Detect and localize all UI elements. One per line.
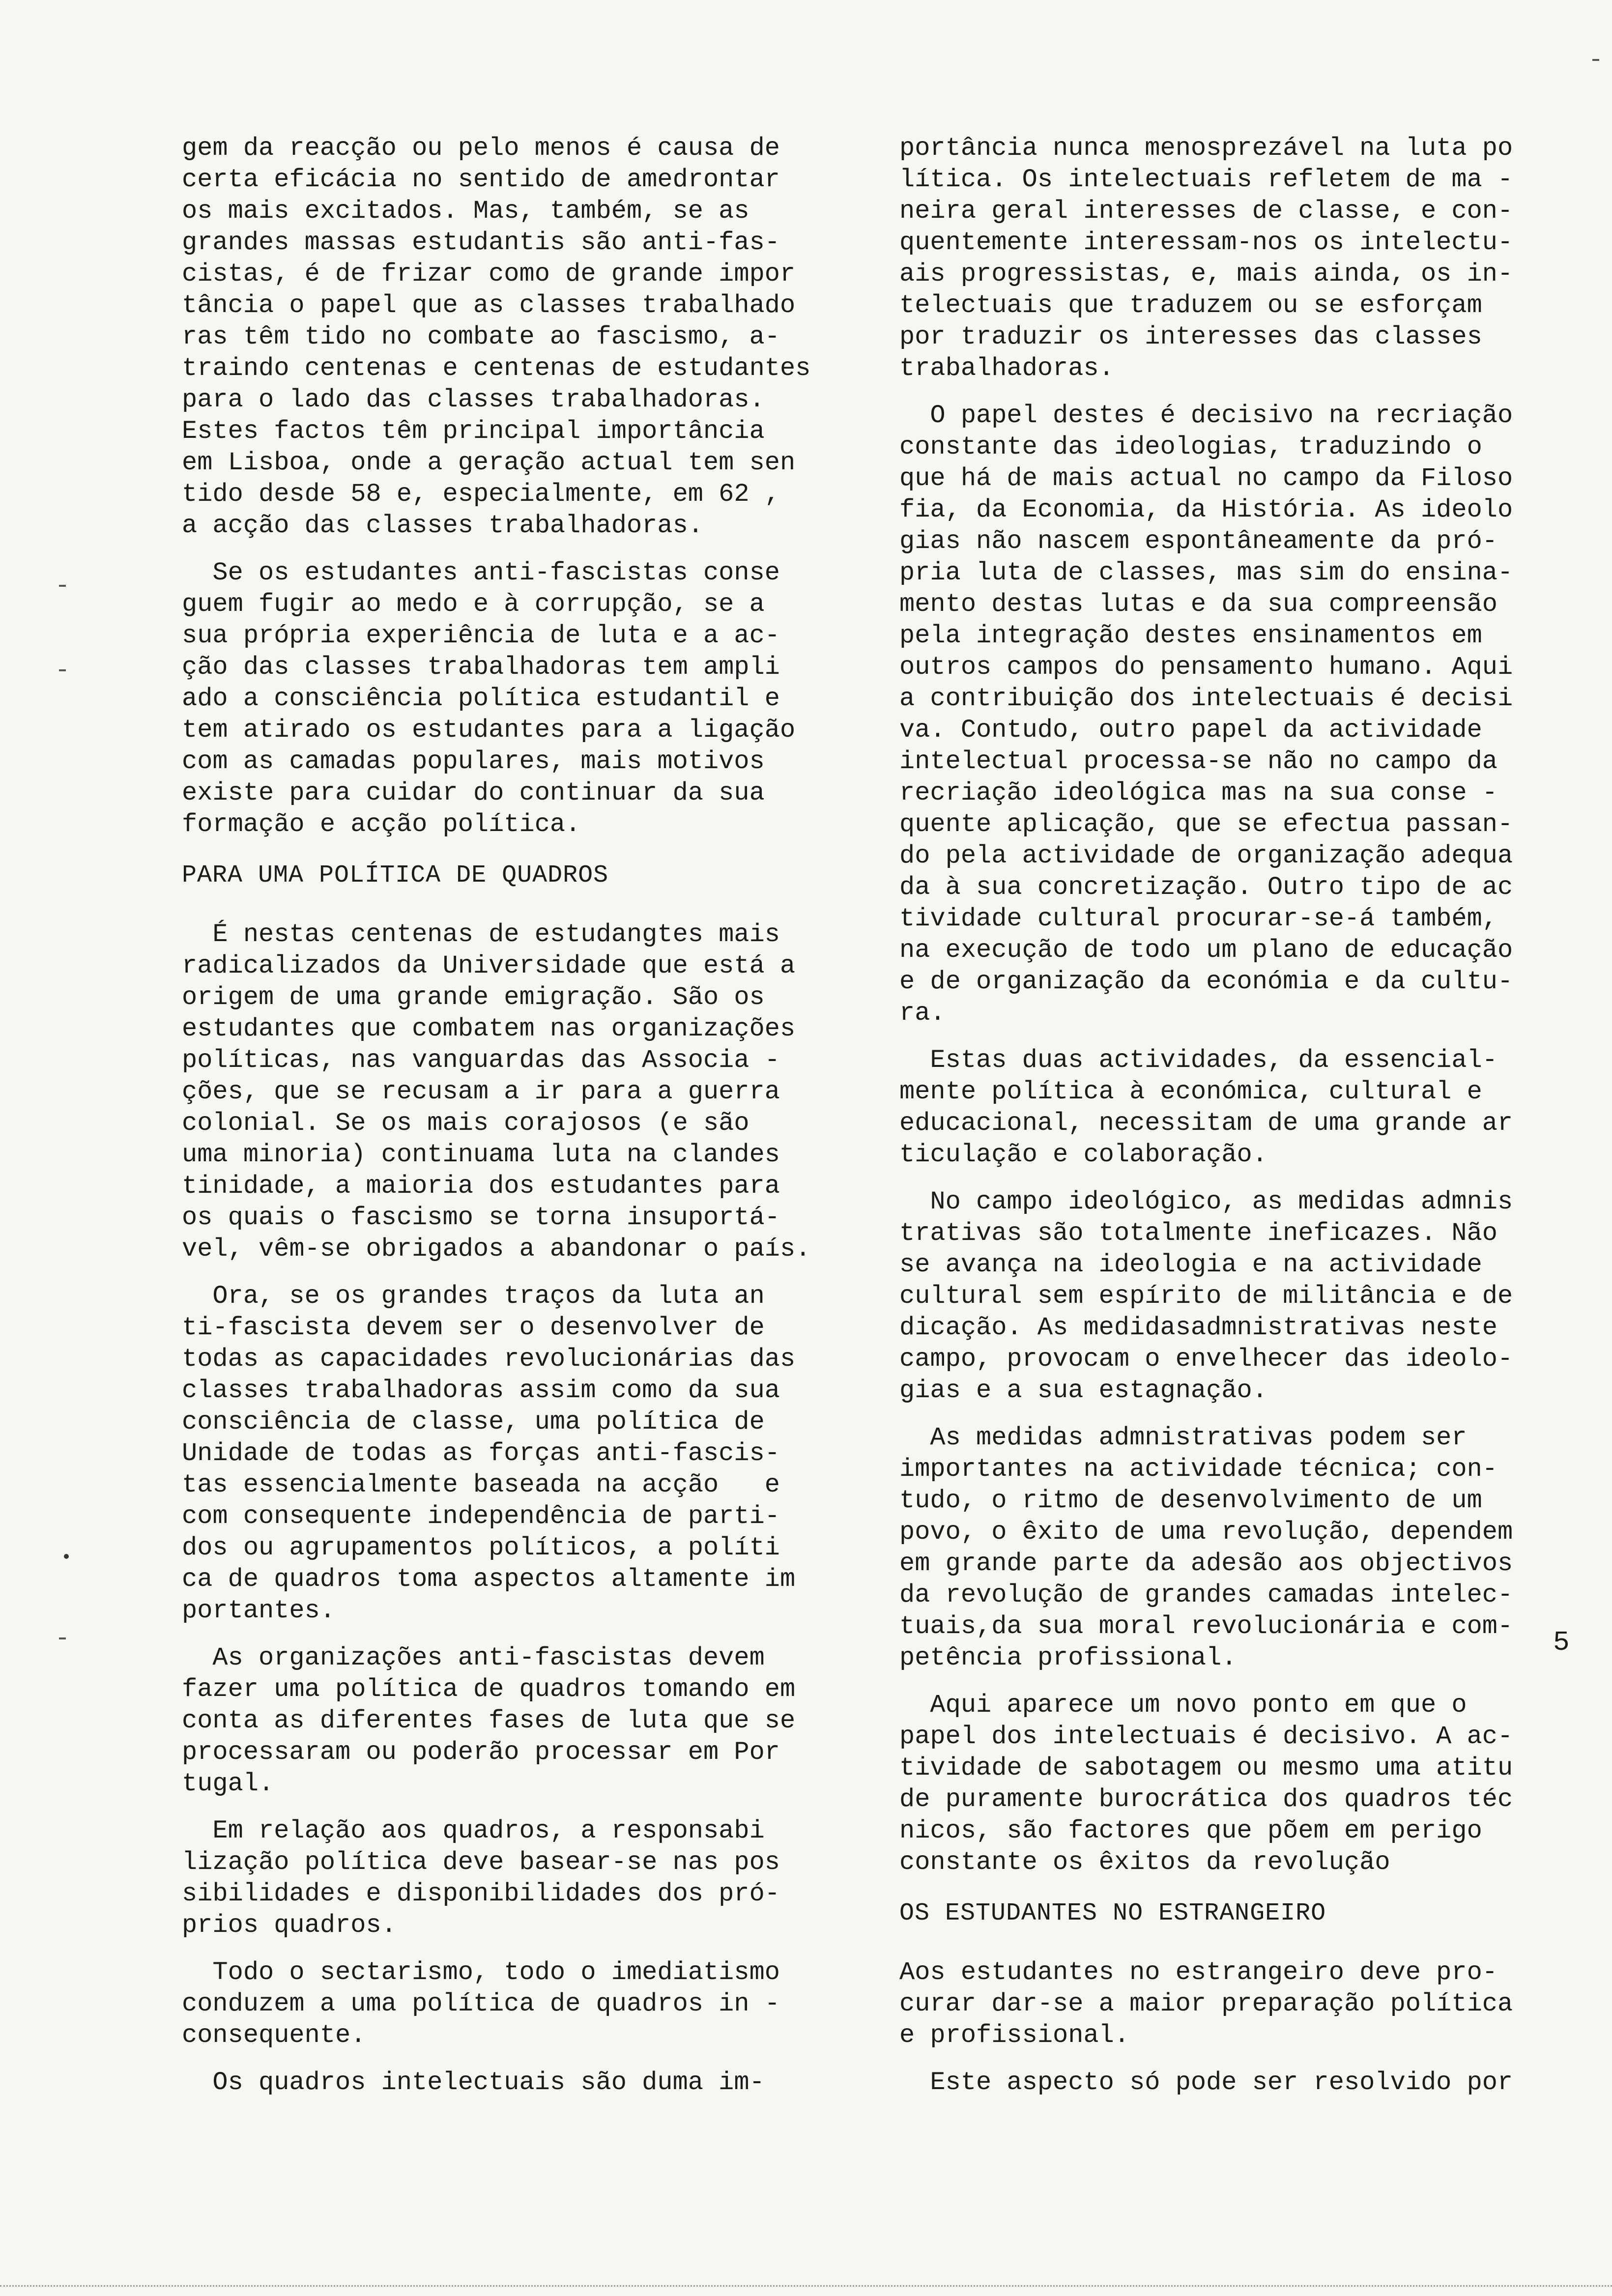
text-line: estudantes que combatem nas organizações	[182, 1014, 796, 1043]
text-line: As organizações anti-fascistas devem	[182, 1643, 765, 1672]
text-line: quente aplicação, que se efectua passan-	[899, 810, 1513, 839]
paragraph	[182, 133, 835, 542]
text-line: uma minoria) continuama luta na clandes	[182, 1140, 780, 1169]
text-line: nicos, são factores que põem em perigo	[899, 1816, 1482, 1845]
text-line: outros campos do pensamento humano. Aqui	[899, 653, 1513, 682]
text-line: petência profissional.	[899, 1643, 1237, 1672]
text-line: Ora, se os grandes traços da luta an	[182, 1282, 765, 1311]
text-line: conta as diferentes fases de luta que se	[182, 1706, 796, 1735]
text-line: que há de mais actual no campo da Filoso	[899, 464, 1513, 493]
text-line: da revolução de grandes camadas intelec-	[899, 1580, 1513, 1609]
text-line: classes trabalhadoras assim como da sua	[182, 1376, 780, 1405]
section-heading: OS ESTUDANTES NO ESTRANGEIRO	[899, 1899, 1326, 1927]
text-line: cultural sem espírito de militância e de	[899, 1282, 1513, 1311]
text-line: Se os estudantes anti-fascistas conse	[182, 558, 780, 587]
text-line: constante das ideologias, traduzindo o	[899, 432, 1482, 461]
margin-mark	[1592, 59, 1599, 61]
text-line: a acção das classes trabalhadoras.	[182, 511, 703, 540]
text-line: dos ou agrupamentos políticos, a políti	[182, 1533, 780, 1562]
text-line: vel, vêm-se obrigados a abandonar o país.	[182, 1234, 811, 1263]
paragraph	[899, 1690, 1538, 1878]
text-line: importantes na actividade técnica; con-	[899, 1455, 1497, 1484]
text-line: guem fugir ao medo e à corrupção, se a	[182, 590, 765, 619]
paragraph	[182, 1281, 835, 1627]
text-line: e de organização da económia e da cultu-	[899, 967, 1513, 996]
paragraph	[899, 2067, 1538, 2098]
margin-mark	[59, 1637, 66, 1639]
text-line: políticas, nas vanguardas das Associa -	[182, 1046, 780, 1075]
paragraph	[899, 1186, 1538, 1406]
text-line: processaram ou poderão processar em Por	[182, 1738, 780, 1767]
text-line: Este aspecto só pode ser resolvido por	[899, 2068, 1513, 2097]
text-line: Aos estudantes no estrangeiro deve pro-	[899, 1958, 1497, 1987]
text-line: com consequente independência de parti-	[182, 1502, 780, 1531]
paragraph	[182, 1815, 835, 1941]
text-line: ais progressistas, e, mais ainda, os in-	[899, 259, 1513, 288]
text-line: se avança na ideologia e na actividade	[899, 1250, 1482, 1279]
text-line: tas essencialmente baseada na acção e	[182, 1470, 780, 1499]
text-line: ti-fascista devem ser o desenvolver de	[182, 1313, 765, 1342]
text-line: prios quadros.	[182, 1911, 397, 1940]
text-line: sua própria experiência de luta e a ac-	[182, 621, 780, 650]
text-line: para o lado das classes trabalhadoras.	[182, 385, 765, 414]
text-line: fia, da Economia, da História. As ideolo	[899, 495, 1513, 524]
paragraph	[182, 1957, 835, 2051]
text-line: certa eficácia no sentido de amedrontar	[182, 165, 780, 194]
text-line: cistas, é de frizar como de grande impor	[182, 259, 796, 288]
text-line: colonial. Se os mais corajosos (e são	[182, 1109, 749, 1138]
text-line: campo, provocam o envelhecer das ideolo-	[899, 1345, 1513, 1374]
text-line: e profissional.	[899, 2021, 1130, 2050]
text-line: na execução de todo um plano de educação	[899, 936, 1513, 965]
text-line: por traduzir os interesses das classes	[899, 322, 1482, 351]
text-line: intelectual processa-se não no campo da	[899, 747, 1497, 776]
text-line: No campo ideológico, as medidas admnis	[899, 1187, 1513, 1216]
text-line: mento destas lutas e da sua compreensão	[899, 590, 1497, 619]
text-line: existe para cuidar do continuar da sua	[182, 778, 765, 807]
section-heading: PARA UMA POLÍTICA DE QUADROS	[182, 861, 609, 890]
text-line: ra.	[899, 999, 946, 1028]
text-line: a contribuição dos intelectuais é decisi	[899, 684, 1513, 713]
margin-dot	[64, 1554, 69, 1559]
text-line: gias não nascem espontâneamente da pró-	[899, 527, 1497, 556]
text-line: ado a consciência política estudantil e	[182, 684, 780, 713]
text-line: pria luta de classes, mas sim do ensina-	[899, 558, 1513, 587]
text-line: povo, o êxito de uma revolução, dependem	[899, 1518, 1513, 1547]
text-line: gem da reacção ou pelo menos é causa de	[182, 134, 780, 163]
text-line: conduzem a uma política de quadros in -	[182, 1989, 780, 2018]
text-line: Unidade de todas as forças anti-fascis-	[182, 1439, 780, 1468]
text-line: constante os êxitos da revolução	[899, 1848, 1390, 1877]
text-line: mente política à económica, cultural e	[899, 1077, 1482, 1106]
text-line: em Lisboa, onde a geração actual tem sen	[182, 448, 796, 477]
text-line: com as camadas populares, mais motivos	[182, 747, 765, 776]
text-line: consequente.	[182, 2021, 366, 2050]
text-line: portância nunca menosprezável na luta po	[899, 134, 1513, 163]
paragraph	[182, 1642, 835, 1800]
text-line: todas as capacidades revolucionárias das	[182, 1345, 796, 1374]
text-line: É nestas centenas de estudangtes mais	[182, 920, 780, 949]
text-line: formação e acção política.	[182, 810, 581, 839]
page-number: 5	[1553, 1627, 1570, 1658]
text-line: tividade de sabotagem ou mesmo uma atitu	[899, 1753, 1513, 1782]
text-line: tugal.	[182, 1769, 274, 1798]
text-line: tinidade, a maioria dos estudantes para	[182, 1172, 780, 1201]
paragraph	[899, 133, 1538, 384]
text-line: va. Contudo, outro papel da actividade	[899, 716, 1482, 745]
paragraph	[182, 919, 835, 1265]
page-edge	[0, 2285, 1612, 2288]
margin-mark	[59, 669, 66, 671]
margin-mark	[59, 585, 66, 587]
text-line: sibilidades e disponibilidades dos pró-	[182, 1879, 780, 1908]
text-line: tância o papel que as classes trabalhado	[182, 291, 796, 320]
text-line: ticulação e colaboração.	[899, 1140, 1267, 1169]
paragraph	[899, 400, 1538, 1029]
text-line: Os quadros intelectuais são duma im-	[182, 2068, 765, 2097]
text-line: lização política deve basear-se nas pos	[182, 1848, 780, 1877]
text-line: de puramente burocrática dos quadros téc	[899, 1785, 1513, 1814]
text-line: os quais o fascismo se torna insuportá-	[182, 1203, 780, 1232]
text-line: da à sua concretização. Outro tipo de ac	[899, 873, 1513, 902]
text-line: consciência de classe, uma política de	[182, 1407, 765, 1436]
text-line: papel dos intelectuais é decisivo. A ac-	[899, 1722, 1513, 1751]
text-line: radicalizados da Universidade que está a	[182, 951, 796, 980]
text-line: curar dar-se a maior preparação política	[899, 1989, 1513, 2018]
text-line: origem de uma grande emigração. São os	[182, 983, 765, 1012]
text-line: os mais excitados. Mas, também, se as	[182, 197, 749, 226]
text-line: trativas são totalmente ineficazes. Não	[899, 1219, 1497, 1248]
text-line: tido desde 58 e, especialmente, em 62 ,	[182, 480, 780, 509]
text-line: tividade cultural procurar-se-á também,	[899, 904, 1497, 933]
text-line: portantes.	[182, 1596, 336, 1625]
text-line: O papel destes é decisivo na recriação	[899, 401, 1513, 430]
text-line: Em relação aos quadros, a responsabi	[182, 1816, 765, 1845]
text-line: trabalhadoras.	[899, 354, 1114, 383]
text-line: Estes factos têm principal importância	[182, 417, 765, 446]
text-line: tem atirado os estudantes para a ligação	[182, 716, 796, 745]
text-line: telectuais que traduzem ou se esforçam	[899, 291, 1482, 320]
text-line: Estas duas actividades, da essencial-	[899, 1046, 1497, 1075]
text-line: lítica. Os intelectuais refletem de ma -	[899, 165, 1513, 194]
text-line: grandes massas estudantis são anti-fas-	[182, 228, 780, 257]
text-line: neira geral interesses de classe, e con-	[899, 197, 1513, 226]
text-line: dicação. As medidasadmnistrativas neste	[899, 1313, 1497, 1342]
text-line: Todo o sectarismo, todo o imediatismo	[182, 1958, 780, 1987]
text-line: pela integração destes ensinamentos em	[899, 621, 1482, 650]
text-line: do pela actividade de organização adequa	[899, 841, 1513, 870]
text-line: gias e a sua estagnação.	[899, 1376, 1267, 1405]
left-column	[182, 133, 835, 2114]
text-line: Aqui aparece um novo ponto em que o	[899, 1691, 1467, 1720]
text-line: ções, que se recusam a ir para a guerra	[182, 1077, 780, 1106]
text-line: ras têm tido no combate ao fascismo, a-	[182, 322, 780, 351]
text-line: tuais,da sua moral revolucionária e com-	[899, 1612, 1513, 1641]
paragraph	[182, 557, 835, 840]
text-line: traindo centenas e centenas de estudantes	[182, 354, 811, 383]
paragraph	[899, 1045, 1538, 1171]
text-line: em grande parte da adesão aos objectivos	[899, 1549, 1513, 1578]
paragraph	[182, 2067, 835, 2098]
text-line: tudo, o ritmo de desenvolvimento de um	[899, 1486, 1482, 1515]
text-line: ção das classes trabalhadoras tem ampli	[182, 653, 780, 682]
text-line: educacional, necessitam de uma grande ar	[899, 1109, 1513, 1138]
right-column	[899, 133, 1538, 2114]
paragraph	[899, 1422, 1538, 1674]
text-line: quentemente interessam-nos os intelectu-	[899, 228, 1513, 257]
text-line: As medidas admnistrativas podem ser	[899, 1423, 1467, 1452]
text-line: ca de quadros toma aspectos altamente im	[182, 1565, 796, 1594]
text-line: fazer uma política de quadros tomando em	[182, 1675, 796, 1704]
paragraph	[899, 1957, 1538, 2051]
text-line: recriação ideológica mas na sua conse -	[899, 778, 1497, 807]
